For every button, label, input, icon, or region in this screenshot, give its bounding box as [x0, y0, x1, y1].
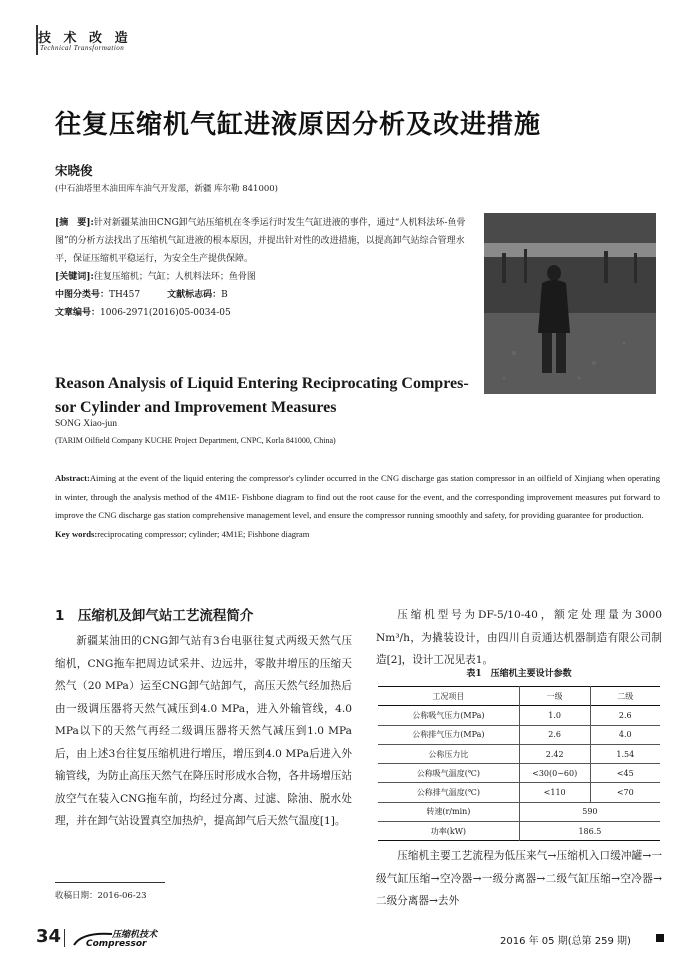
table-row [378, 822, 660, 841]
doc-code-value: B [221, 290, 228, 300]
article-no-label: 文章编号： [55, 308, 101, 318]
table-header-cell: 一级 [519, 687, 590, 706]
paper-title-en: Reason Analysis of Liquid Entering Reciprocating Compres-sor Cylinder and Improvement Measures [55, 375, 469, 416]
table-row [378, 802, 660, 821]
table-header-cell: 二级 [617, 691, 634, 701]
author-photo-image [484, 213, 656, 394]
abstract-en-body [55, 469, 660, 525]
design-parameters-table [378, 686, 660, 841]
keywords-cn [55, 268, 473, 286]
journal-logo-sub: Compressor [86, 939, 147, 948]
table-cell: <30(0~60) [519, 764, 590, 783]
table-cell: 2.6 [618, 710, 632, 720]
page-number: 34 [36, 926, 62, 947]
section-tag-en: Technical Transformation [40, 44, 125, 52]
table-header-cell: 工况项目 [378, 687, 519, 706]
abstract-cn-body [55, 214, 473, 268]
abstract-en-text: Aiming at the event of the liquid entering the compressor's cylinder occurred in the CNG discharge gas station compressor in an oilfield of Xinjiang when operating in winter, through the analysis method of the 4M1E- Fishbone diagram to find out the root cause for the event, and the corresponding improvement measures put forward to improve the CNG discharge gas station comprehensive management level, and ensure the compressor running smoothly and safety, for providing guarantee for production. [55, 473, 660, 521]
keywords-en-text: reciprocating compressor; cylinder; 4M1E; Fishbone diagram [97, 528, 310, 539]
table-row [378, 706, 660, 725]
table-row [378, 783, 660, 802]
table-cell: <70 [616, 788, 634, 798]
journal-logo-text: 压缩机技术 [112, 930, 158, 940]
right-column-paragraph-2: 压缩机主要工艺流程为低压来气→压缩机入口缓冲罐→一级气缸压缩→空冷器→一级分离器→二级气缸压缩→空冷器→二级分离器→去外 [376, 850, 662, 907]
table-cell: 转速(r/min) [378, 802, 519, 821]
abstract-en [55, 469, 660, 543]
keywords-cn-label: [关键词]: [55, 272, 94, 282]
table-cell: <45 [616, 768, 634, 778]
end-square-icon [656, 934, 664, 942]
table-cell: 公称排气压力(MPa) [378, 725, 519, 744]
author: 宋晓俊 [55, 163, 93, 178]
receipt-date: 收稿日期：2016-06-23 [55, 891, 147, 901]
affiliation: (中石油塔里木油田库车油气开发部，新疆 库尔勒 841000) [55, 184, 278, 194]
table-cell: 2.6 [519, 725, 590, 744]
keywords-cn-text: 往复压缩机；气缸；人机料法环；鱼骨图 [93, 272, 256, 282]
table-cell: 1.54 [616, 749, 635, 759]
clc-label: 中图分类号： [55, 290, 110, 300]
author-en: SONG Xiao-jun [55, 419, 118, 429]
right-column-paragraph: 压缩机型号为DF-5/10-40，额定处理量为3000 Nm³/h，为撬装设计，由四川自贡通达机器制造有限公司制造[2]，设计工况见表1。 [376, 609, 662, 666]
table-cell: 公称吸气温度(℃) [378, 764, 519, 783]
clc-line [55, 286, 473, 304]
keywords-en-label: Key words: [55, 528, 98, 539]
footnote-rule [55, 882, 165, 883]
clc-value: TH457 [109, 290, 141, 300]
abstract-cn [55, 214, 473, 322]
page-divider [64, 929, 65, 947]
table-cell: 功率(kW) [378, 822, 519, 841]
table-cell: <110 [519, 783, 590, 802]
section-tag: 技 术 改 造 [38, 31, 132, 46]
table-caption: 表1 压缩机主要设计参数 [466, 669, 572, 679]
table-row [378, 764, 660, 783]
table-header-row [378, 687, 660, 706]
table-cell: 4.0 [618, 730, 632, 740]
table-cell: 2.42 [519, 744, 590, 763]
table-cell: 公称排气温度(℃) [378, 783, 519, 802]
doc-code-label: 文献标志码： [167, 290, 222, 300]
issue-info: 2016 年 05 期(总第 259 期) [500, 936, 631, 947]
keywords-en [55, 525, 660, 544]
abstract-en-label: Abstract: [55, 473, 90, 483]
table-cell: 186.5 [578, 826, 602, 836]
section-heading: 1 压缩机及卸气站工艺流程简介 [55, 608, 254, 624]
abstract-cn-label: [摘 要]: [55, 218, 94, 228]
table-cell: 公称压力比 [378, 744, 519, 763]
table-cell: 1.0 [519, 706, 590, 725]
article-no-value: 1006-2971(2016)05-0034-05 [100, 308, 231, 318]
paper-title: 往复压缩机气缸进液原因分析及改进措施 [55, 110, 542, 140]
article-no-line [55, 304, 473, 322]
table-row [378, 725, 660, 744]
affiliation-en: (TARIM Oilfield Company KUCHE Project Department, CNPC, Korla 841000, China) [55, 436, 336, 445]
author-photo [484, 213, 656, 394]
table-cell: 590 [582, 807, 598, 817]
journal-logo [72, 928, 182, 948]
abstract-cn-text: 针对新疆某油田CNG卸气站压缩机在冬季运行时发生气缸进液的事件，通过“人机料法环-鱼骨图”的分析方法找出了压缩机气缸进液的根本原因，并提出针对性的改进措施，以提高卸气站综合管理水平，保证压缩机平稳运行，为安全生产提供保障。 [55, 218, 466, 264]
table-row [378, 744, 660, 763]
section1-paragraph: 新疆某油田的CNG卸气站有3台电驱往复式两级天然气压缩机，CNG拖车把周边试采井、边远井，零散井增压的压缩天然气（20 MPa）运至CNG卸气站卸气，高压天然气经加热后由一级调压器将天然气减压到4.0 MPa，进入外输管线，4.0 MPa以下的天然气再经二级调压器将天然气减压到1.0 MPa后，由上述3台往复压缩机进行增压，增压到4.0 MPa后进入外输管线，为防止高压天然气在降压时形成水合物，各井场增压站放空气在装入CNG拖车前，均经过分离、过滤、除油、脱水处理，并在卸气站设置真空加热炉，提高卸气后天然气温度[1]。 [55, 635, 352, 827]
journal-logo-mark [72, 928, 182, 948]
table-cell: 公称吸气压力(MPa) [378, 706, 519, 725]
